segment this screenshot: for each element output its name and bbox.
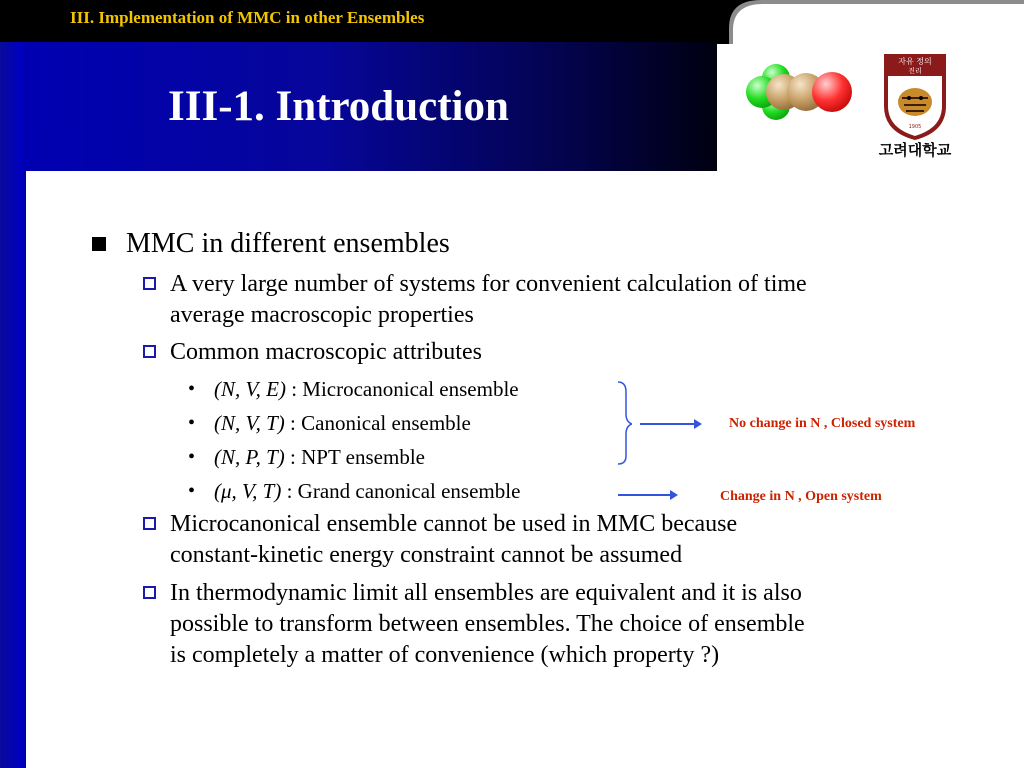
bullet-hollow: [143, 277, 156, 290]
bullet-square: [92, 237, 106, 251]
note-closed-system: No change in N , Closed system: [729, 416, 916, 431]
bullet-dot: •: [188, 446, 196, 468]
bullet-hollow: [143, 345, 156, 358]
left-strip: [0, 42, 26, 768]
point3-line1: Microcanonical ensemble cannot be used in MMC because: [170, 511, 738, 537]
bullet-hollow: [143, 517, 156, 530]
university-logo: [866, 48, 976, 160]
point1-line2: average macroscopic properties: [170, 302, 474, 328]
arrow-open: [618, 487, 678, 503]
ensemble-item: (μ, V, T) : Grand canonical ensemble: [214, 479, 521, 503]
heading: MMC in different ensembles: [126, 228, 450, 259]
point4-line1: In thermodynamic limit all ensembles are equivalent and it is also: [170, 580, 802, 606]
molecule-image: [740, 58, 858, 128]
ensemble-item: (N, V, T) : Canonical ensemble: [214, 411, 471, 435]
svg-text:고려대학교: 고려대학교: [878, 141, 952, 159]
point4-line3: is completely a matter of convenience (which property ?): [170, 642, 720, 668]
svg-text:1905: 1905: [908, 124, 922, 130]
slide-title: III-1. Introduction: [168, 83, 509, 130]
logo-tab-shape: [717, 0, 1024, 44]
ensemble-item: (N, V, E) : Microcanonical ensemble: [214, 377, 519, 401]
brace: [612, 378, 632, 468]
point3-line2: constant-kinetic energy constraint cannot be assumed: [170, 542, 683, 568]
arrow-closed: [640, 416, 702, 432]
ensemble-item: (N, P, T) : NPT ensemble: [214, 445, 425, 469]
svg-text:진리: 진리: [908, 67, 922, 75]
note-open-system: Change in N , Open system: [720, 489, 882, 504]
bullet-hollow: [143, 586, 156, 599]
bullet-dot: •: [188, 480, 196, 502]
point2: Common macroscopic attributes: [170, 339, 482, 365]
point4-line2: possible to transform between ensembles. The choice of ensemble: [170, 611, 805, 637]
bullet-dot: •: [188, 412, 196, 434]
point1-line1: A very large number of systems for convenient calculation of time: [170, 271, 807, 297]
svg-text:자유 정의: 자유 정의: [898, 57, 932, 66]
section-title: III. Implementation of MMC in other Ensembles: [70, 8, 425, 27]
bullet-dot: •: [188, 378, 196, 400]
